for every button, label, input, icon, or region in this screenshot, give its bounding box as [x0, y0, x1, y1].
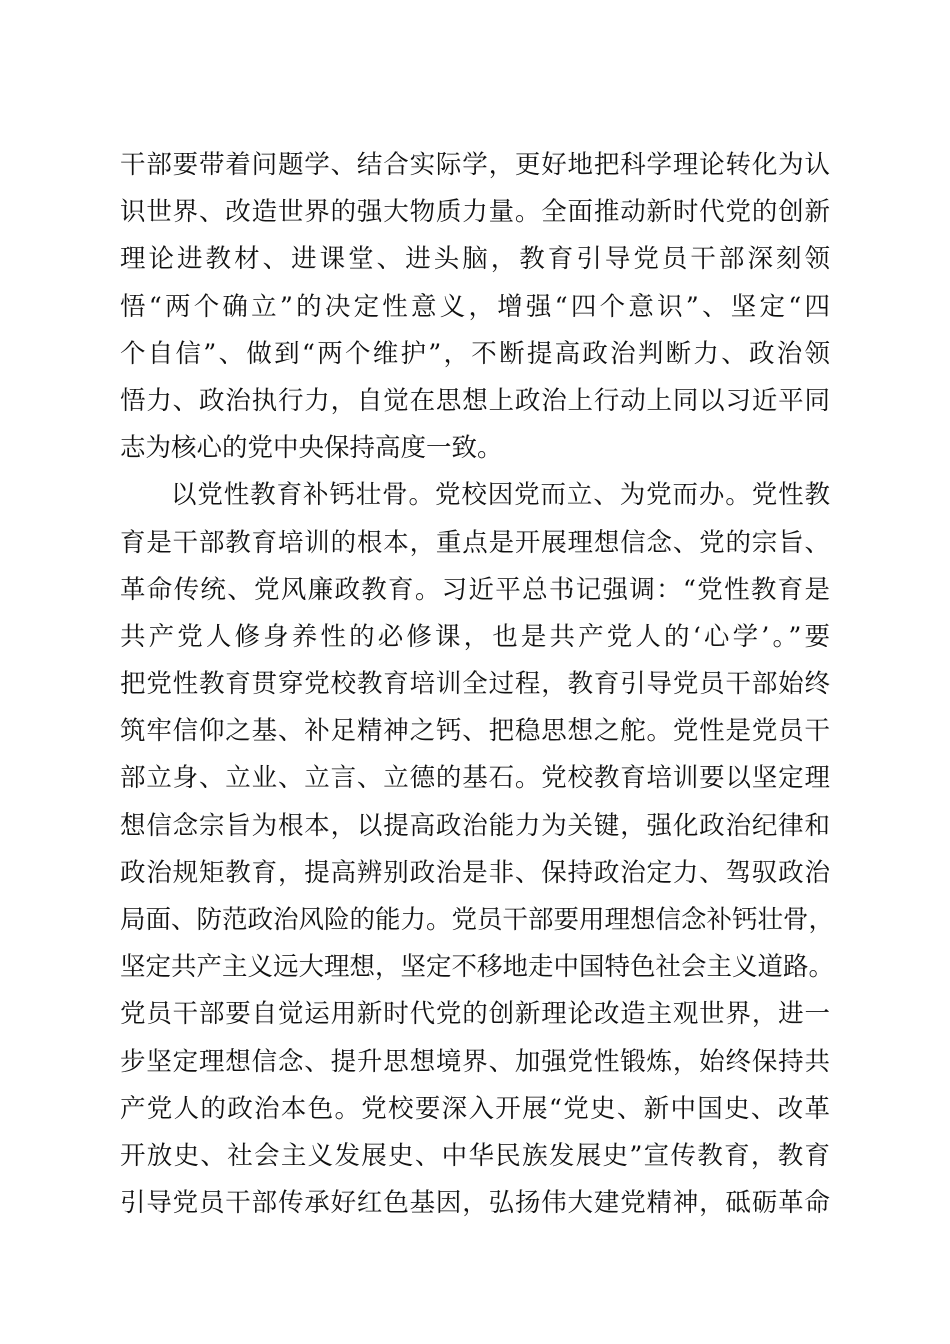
text-line: 悟力、政治执行力，自觉在思想上政治上行动上同以习近平同	[120, 385, 830, 416]
text-line: 个自信”、做到“两个维护”，不断提高政治判断力、政治领	[120, 338, 830, 369]
text-line: 想信念宗旨为根本，以提高政治能力为关键，强化政治纪律和	[120, 810, 830, 841]
text-line: 共产党人修身养性的必修课，也是共产党人的‘心学’。”要	[120, 621, 830, 652]
body-text	[120, 142, 835, 1227]
text-line: 政治规矩教育，提高辨别政治是非、保持政治定力、驾驭政治	[120, 857, 830, 888]
paragraph-end-line: 志为核心的党中央保持高度一致。	[120, 433, 503, 464]
text-line: 革命传统、党风廉政教育。习近平总书记强调：“党性教育是	[120, 574, 830, 605]
paragraph-start-line: 以党性教育补钙壮骨。党校因党而立、为党而办。党性教	[171, 480, 830, 511]
text-line: 步坚定理想信念、提升思想境界、加强党性锻炼，始终保持共	[120, 1046, 830, 1077]
text-line: 产党人的政治本色。党校要深入开展“党史、新中国史、改革	[120, 1093, 830, 1124]
text-line: 育是干部教育培训的根本，重点是开展理想信念、党的宗旨、	[120, 527, 830, 558]
text-line: 筑牢信仰之基、补足精神之钙、把稳思想之舵。党性是党员干	[120, 716, 830, 747]
text-line: 开放史、社会主义发展史、中华民族发展史”宣传教育，教育	[120, 1140, 830, 1171]
text-line: 把党性教育贯穿党校教育培训全过程，教育引导党员干部始终	[120, 669, 830, 700]
text-line: 理论进教材、进课堂、进头脑，教育引导党员干部深刻领	[120, 244, 830, 275]
text-line: 党员干部要自觉运用新时代党的创新理论改造主观世界，进一	[120, 999, 830, 1030]
text-line: 部立身、立业、立言、立德的基石。党校教育培训要以坚定理	[120, 763, 830, 794]
text-line: 局面、防范政治风险的能力。党员干部要用理想信念补钙壮骨，	[120, 905, 835, 935]
text-line: 识世界、改造世界的强大物质力量。全面推动新时代党的创新	[120, 197, 830, 228]
text-line: 坚定共产主义远大理想，坚定不移地走中国特色社会主义道路。	[120, 952, 835, 983]
text-line: 干部要带着问题学、结合实际学，更好地把科学理论转化为认	[120, 150, 830, 180]
text-line: 悟“两个确立”的决定性意义，增强“四个意识”、坚定“四	[120, 291, 830, 322]
text-line: 引导党员干部传承好红色基因，弘扬伟大建党精神，砥砺革命	[120, 1188, 830, 1219]
